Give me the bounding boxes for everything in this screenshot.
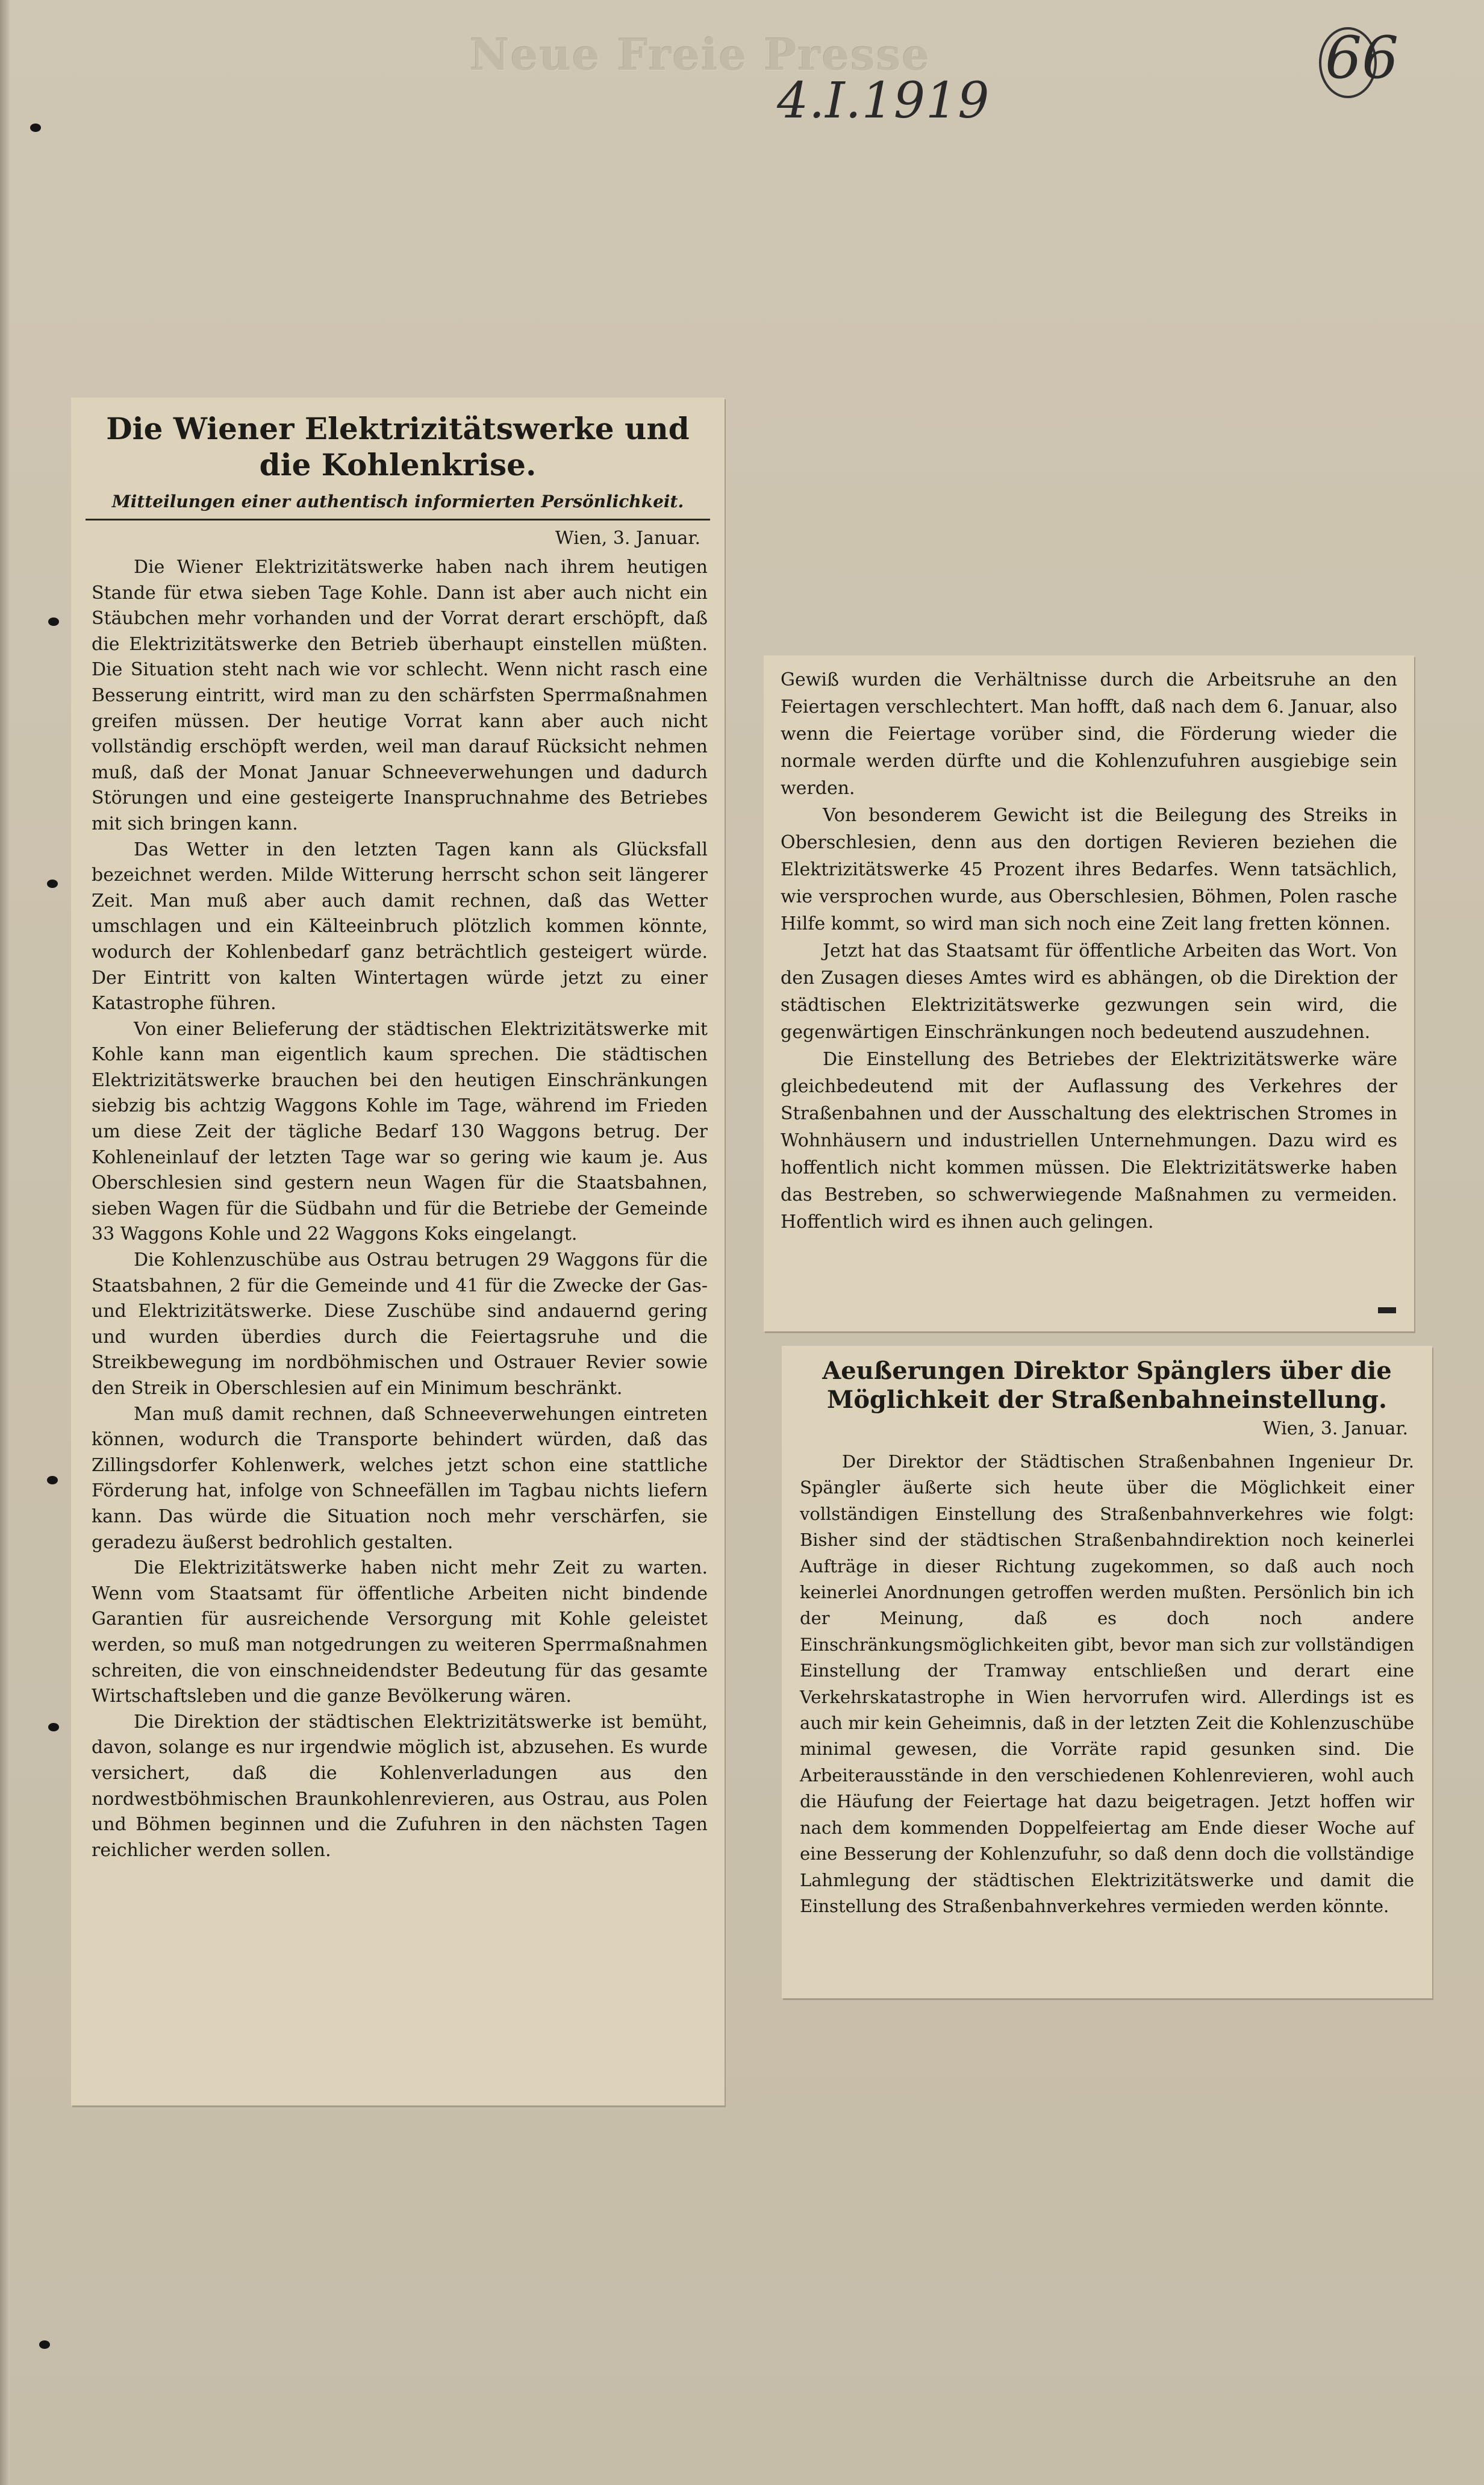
article-body — [782, 1445, 1432, 1919]
divider — [86, 519, 710, 520]
paragraph: Die Wiener Elektrizitätswerke haben nach ihrem heutigen Stande für etwa sieben Tage Kohle. Dann ist aber auch nicht ein Stäubchen mehr vorhanden und der Vorrat derart erschöpft, daß die Elektrizitätswerke den Betrieb überhaupt einstellen müßten. Die Situation steht nach wie vor schlecht. Wenn nicht rasch eine Besserung eintritt, wird man zu den schärfsten Sperrmaßnahmen greifen müssen. Der heutige Vorrat kann aber auch nicht vollständig erschöpft werden, weil man darauf Rücksicht nehmen muß, daß der Monat Januar Schneeverwehungen und dadurch Störungen und eine gesteigerte Inanspruchnahme des Betriebes mit sich bringen kann. — [92, 557, 708, 834]
punch-hole — [47, 880, 58, 888]
article-headline: Aeußerungen Direktor Spänglers über die Möglichkeit der Straßenbahneinstellung. — [822, 1357, 1392, 1414]
punch-hole — [47, 1476, 58, 1484]
paragraph: Jetzt hat das Staatsamt für öffentliche Arbeiten das Wort. Von den Zusagen dieses Amtes wird es abhängen, ob die Direktion der städtischen Elektrizitätswerke gezwungen sein wird, die gegenwärtigen Einschränkungen noch bedeutend auszudehnen. — [781, 940, 1397, 1043]
newspaper-stamp: Neue Freie Presse — [470, 29, 931, 80]
punch-hole — [30, 123, 41, 132]
article-body — [71, 555, 725, 1863]
paragraph: Die Kohlenzuschübe aus Ostrau betrugen 29 Waggons für die Staatsbahnen, 2 für die Gemeinde und 41 für die Zwecke der Gas- und Elektrizitätswerke. Diese Zuschübe sind andauernd gering und wurden überdies durch die Feiertagsruhe und die Streikbewegung im nordböhmischen und Ostrauer Revier sowie den Streik in Oberschlesien auf ein Minimum beschränkt. — [92, 1249, 708, 1399]
clipping-article-spaengler — [782, 1346, 1432, 1998]
paragraph: Von besonderem Gewicht ist die Beilegung des Streiks in Oberschlesien, denn aus den dortigen Revieren beziehen die Elektrizitätswerke 45 Prozent ihres Bedarfes. Wenn tatsächlich, wie versprochen wurde, aus Oberschlesien, Böhmen, Polen rasche Hilfe kommt, so wird man sich noch eine Zeit lang fretten können. — [781, 805, 1397, 934]
handwritten-date: 4.I.1919 — [777, 72, 990, 130]
article-dateline: Wien, 3. Januar. — [1262, 1418, 1408, 1439]
page-edge — [0, 0, 10, 2485]
paragraph: Man muß damit rechnen, daß Schneeverwehungen eintreten können, wodurch die Transporte behindert würden, daß das Zillingsdorfer Kohlenwerk, welches jetzt schon eine stattliche Förderung hat, infolge von Schneefällen im Tagbau nichts liefern kann. Das würde die Situation noch mehr verschärfen, sie geradezu äußerst bedrohlich gestalten. — [92, 1403, 708, 1553]
article-headline: Die Wiener Elektrizitätswerke und die Kohlenkrise. — [106, 411, 690, 483]
paragraph: Die Einstellung des Betriebes der Elektrizitätswerke wäre gleichbedeutend mit der Auflassung des Verkehres der Straßenbahnen und der Ausschaltung des elektrischen Stromes in Wohnhäusern und industriellen Unternehmungen. Dazu wird es hoffentlich nicht kommen müssen. Die Elektrizitätswerke haben das Bestreben, so schwerwiegende Maßnahmen zu vermeiden. Hoffentlich wird es ihnen auch gelingen. — [781, 1049, 1397, 1233]
article-dateline: Wien, 3. Januar. — [555, 528, 700, 549]
article-body — [764, 655, 1414, 1236]
end-mark — [1378, 1307, 1396, 1313]
paragraph: Das Wetter in den letzten Tagen kann als Glücksfall bezeichnet werden. Milde Witterung herrscht schon seit längerer Zeit. Man muß aber auch damit rechnen, daß das Wetter umschlagen und ein Kälteeinbruch plötzlich kommen könnte, wodurch der Kohlenbedarf ganz beträchtlich gesteigert würde. Der Eintritt von kalten Wintertagen würde jetzt zu einer Katastrophe führen. — [92, 839, 708, 1014]
punch-hole — [48, 1723, 59, 1731]
paragraph: Von einer Belieferung der städtischen Elektrizitätswerke mit Kohle kann man eigentlich kaum sprechen. Die städtischen Elektrizitätswerke brauchen bei den heutigen Einschränkungen siebzig bis achtzig Waggons Kohle im Tage, während im Frieden um diese Zeit der tägliche Bedarf 130 Waggons betrug. Der Kohleneinlauf der letzten Tage war so gering wie kaum je. Aus Oberschlesien sind gestern neun Wagen für die Staatsbahnen, sieben Wagen für die Südbahn und für die Betriebe der Gemeinde 33 Waggons Kohle und 22 Waggons Koks eingelangt. — [92, 1018, 708, 1245]
clipping-article-main — [71, 398, 725, 2105]
paragraph: Gewiß wurden die Verhältnisse durch die Arbeitsruhe an den Feiertagen verschlechtert. Man hofft, daß nach dem 6. Januar, also wenn die Feiertage vorüber sind, die Förderung wieder die normale werden dürfte und die Kohlenzufuhren ausgiebige sein werden. — [781, 669, 1397, 799]
clipping-article-continued — [764, 655, 1414, 1331]
paragraph: Die Direktion der städtischen Elektrizitätswerke ist bemüht, davon, solange es nur irgendwie möglich ist, abzusehen. Es wurde versichert, daß die Kohlenverladungen aus den nordwestböhmischen Braunkohlenrevieren, aus Ostrau, aus Polen und Böhmen beginnen und die Zufuhren in den nächsten Tagen reichlicher werden sollen. — [92, 1711, 708, 1861]
handwritten-page-number: 66 — [1325, 24, 1399, 92]
paragraph: Der Direktor der Städtischen Straßenbahnen Ingenieur Dr. Spängler äußerte sich heute über die Möglichkeit einer vollständigen Einstellung des Straßenbahnverkehres wie folgt: Bisher sind der städtischen Straßenbahndirektion noch keinerlei Aufträge in dieser Richtung zugekommen, so daß auch noch keinerlei Anordnungen getroffen werden mußten. Persönlich bin ich der Meinung, daß es doch noch andere Einschränkungsmöglichkeiten gibt, bevor man sich zur vollständigen Einstellung der Tramway entschließen und derart eine Verkehrskatastrophe in Wien hervorrufen wird. Allerdings ist es auch mir kein Geheimnis, daß in der letzten Zeit die Kohlenzuschübe minimal gewesen, die Vorräte rapid gesunken sind. Die Arbeiterausstände in den verschiedenen Kohlenrevieren, wohl auch die Häufung der Feiertage hat dazu beigetragen. Jetzt hoffen wir nach dem kommenden Doppelfeiertag am Ende dieser Woche auf eine Besserung der Kohlenzufuhr, so daß denn doch die vollständige Lahmlegung der städtischen Elektrizitätswerke und damit die Einstellung des Straßenbahnverkehres vermieden werden könnte. — [800, 1451, 1414, 1916]
punch-hole — [48, 617, 59, 626]
punch-hole — [39, 2340, 50, 2349]
article-subhead: Mitteilungen einer authentisch informierten Persönlichkeit. — [111, 492, 684, 511]
paragraph: Die Elektrizitätswerke haben nicht mehr Zeit zu warten. Wenn vom Staatsamt für öffentliche Arbeiten nicht bindende Garantien für ausreichende Versorgung mit Kohle geleistet werden, so muß man notgedrungen zu weiteren Sperrmaßnahmen schreiten, die von einschneidendster Bedeutung für das gesamte Wirtschaftsleben und die ganze Bevölkerung wären. — [92, 1557, 708, 1707]
